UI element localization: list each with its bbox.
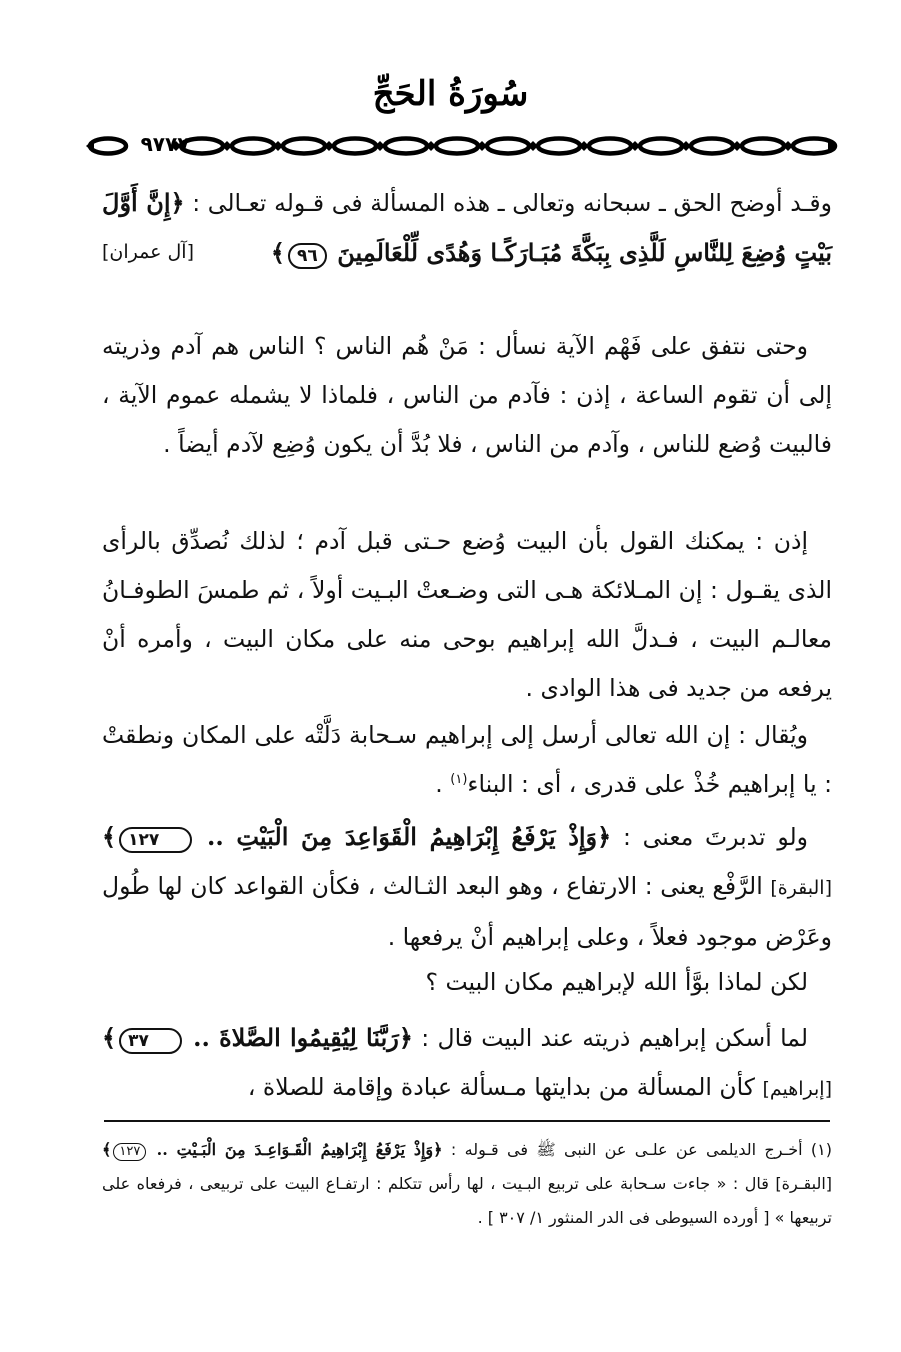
chain-link [538, 139, 580, 154]
footnote-ayah-badge: ١٢٧ [113, 1143, 146, 1161]
paragraph-text-end: . [435, 770, 451, 798]
paragraph-7 [102, 1013, 832, 1114]
verse-close: ﴾ [270, 238, 285, 267]
paragraph-5 [102, 812, 832, 962]
chain-link [334, 139, 376, 154]
paragraph-text: ولو تدبرتَ معنى : [611, 823, 808, 851]
chain-link [283, 139, 325, 154]
paragraph-2 [102, 322, 832, 469]
paragraph-text: وحتى نتفق على فَهْم الآية نسأل : مَنْ هُم الناس ؟ الناس هم آدم وذريته إلى أن تقوم الساعة ، إذن : فآدم من الناس ، فلماذا لا يشمله عموم الآية ، فالبيت وُضع للناس ، وآدم من الناس ، فلا بُدَّ أن يكون وُضِع لآدم أيضاً . [102, 332, 832, 458]
paragraph-text-end: الرَّفْع يعنى : الارتفاع ، وهو البعد الثـالث ، فكأن القواعد كان لها طُول وعَرْض موجود فعلاً ، وعلى إبراهيم أنْ يرفعها . [102, 872, 832, 951]
surah-reference: [آل عمران] [102, 241, 194, 263]
chain-link [436, 139, 478, 154]
footnote [102, 1133, 832, 1235]
quran-verse: ﴿رَبَّنَا لِيُقِيمُوا الصَّلاةَ .. [193, 1023, 413, 1052]
chain-link [589, 139, 631, 154]
paragraph-1 [102, 178, 832, 278]
chain-link [385, 139, 427, 154]
ayah-number-badge: ١٢٧ [119, 827, 192, 853]
chain-link [691, 139, 733, 154]
footnote-marker: (١) [450, 772, 468, 788]
footnote-verse: ﴿وَإِذْ يَرْفَعُ إِبْرَاهِيمُ الْقَـوَاعِـدَ مِنَ الْبَـيْتِ .. [156, 1140, 443, 1159]
page-number: ٩٧٧٧ [140, 132, 190, 156]
paragraph-text: لما أسكن إبراهيم ذريته عند البيت قال : [412, 1024, 808, 1052]
footnote-divider [104, 1120, 830, 1122]
footnote-verse-close: ﴾ [102, 1140, 112, 1159]
paragraph-text: إذن : يمكنك القول بأن البيت وُضع حـتى قبل آدم ؛ لذلك نُصدِّق بالرأى الذى يقـول : إن المـلائكة هـى التى وضـعتْ البـيت أولاً ، ثم طمسَ الطوفـانُ معالـم البيت ، فـدلَّ الله إبراهيم بوحى منه على مكان البيت ، وأمره أنْ يرفعه من جديد فى هذا الوادى . [102, 527, 832, 702]
surah-reference: [البقرة] [770, 877, 832, 899]
chain-link [640, 139, 682, 154]
verse-close: ﴾ [102, 822, 117, 851]
paragraph-3 [102, 517, 832, 713]
quran-verse: ﴿وَإِذْ يَرْفَعُ إِبْرَاهِيمُ الْقَوَاعِدَ مِنَ الْبَيْتِ .. [206, 822, 612, 851]
paragraph-4 [102, 711, 832, 809]
chain-link [487, 139, 529, 154]
surah-title: سُورَةُ الحَجِّ [372, 74, 529, 114]
paragraph-6 [102, 958, 832, 1007]
paragraph-text: وقـد أوضح الحق ـ سبحانه وتعالى ـ هذه المسألة فى قـوله تعـالى : [184, 189, 833, 217]
ayah-number-badge: ٣٧ [119, 1028, 182, 1054]
footnote-text-end: [البقـرة] قال : « جاءت سـحابة على تربيع البـيت ، لها رأس تتكلم : ارتفـاع البيت على تربيعى ، فرفعاه على تربيعها » [ أورده السيوطى فى الدر المنثور ١/ ٣٠٧ ] . [102, 1174, 832, 1227]
quran-verse: ﴿إِنَّ أَوَّلَ بَيْتٍ وُضِعَ لِلنَّاسِ لَلَّذِى بِبَكَّةَ مُبَـارَكًـا وَهُدًى لِّلْعَالَمِينَ [102, 188, 832, 267]
chain-link [232, 139, 274, 154]
ayah-number-badge: ٩٦ [288, 243, 327, 269]
verse-close: ﴾ [102, 1023, 117, 1052]
surah-reference: [إبراهيم] [762, 1078, 832, 1100]
paragraph-text: لكن لماذا بوَّأ الله لإبراهيم مكان البيت ؟ [425, 968, 808, 996]
chain-end-cap [86, 139, 94, 153]
chain-link [742, 139, 784, 154]
paragraph-text-end: كأن المسألة من بدايتها مـسألة عبادة وإقامة للصلاة ، [247, 1073, 763, 1101]
footnote-text: (١) أخـرج الديلمى عن علـى عن النبى ﷺ فى قـوله : [442, 1140, 833, 1159]
paragraph-text: ويُقال : إن الله تعالى أرسل إلى إبراهيم سـحابة دَلَّتْه على المكان ونطقتْ : يا إبراهيم خُذْ على قدرى ، أى : البناء [102, 721, 832, 798]
